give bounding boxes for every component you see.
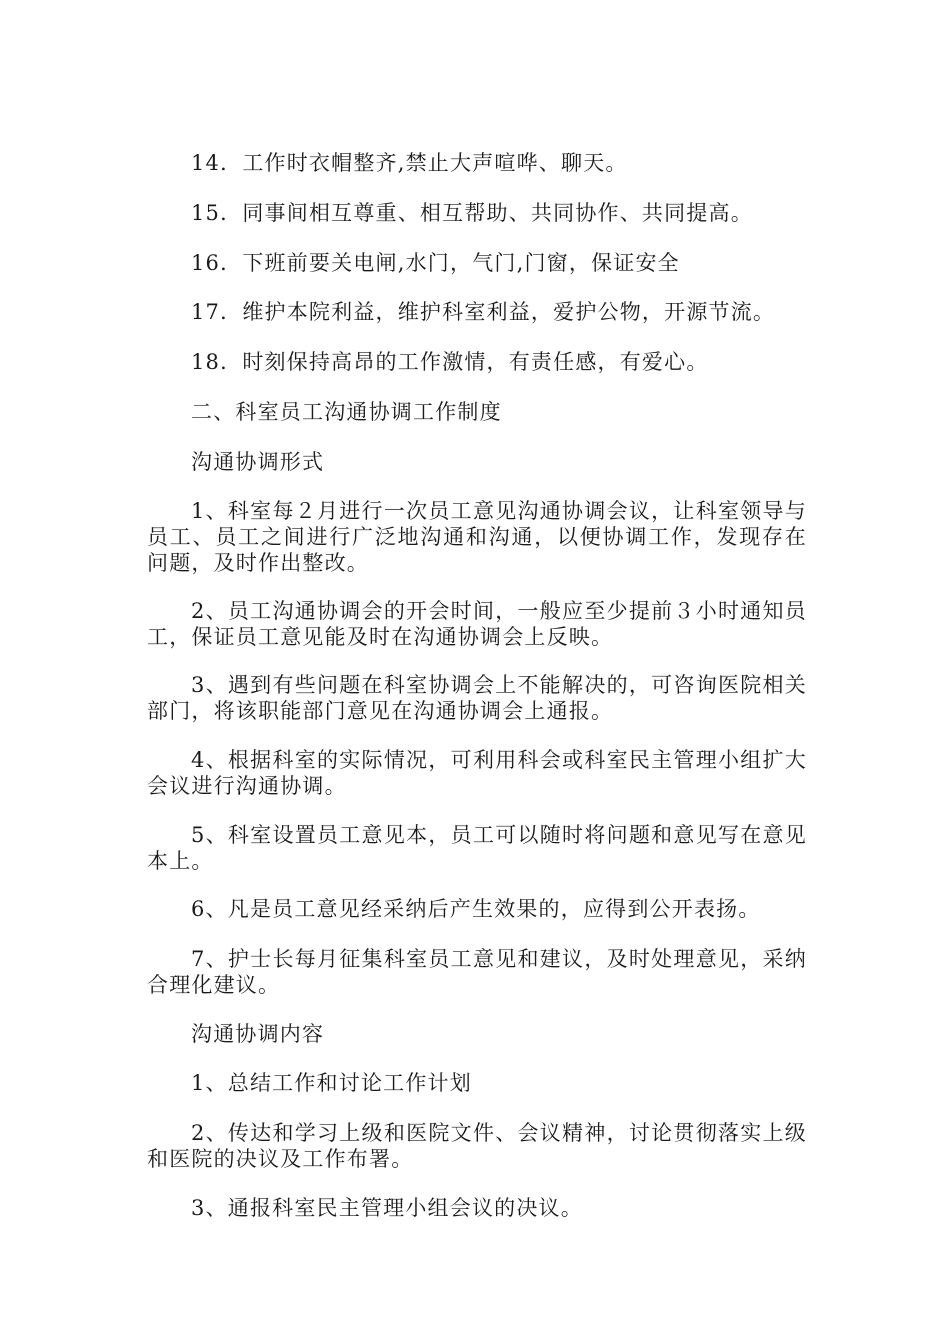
section-heading-communication-system: 二、科室员工沟通协调工作制度 xyxy=(191,400,502,424)
paragraph-form-item-7: 7、护士长每月征集科室员工意见和建议，及时处理意见，采纳合理化建议。 xyxy=(147,947,807,997)
paragraph-form-item-6: 6、凡是员工意见经采纳后产生效果的，应得到公开表扬。 xyxy=(191,897,761,921)
paragraph-rule-16: 16．下班前要关电闸,水门，气门,门窗，保证安全 xyxy=(191,251,680,275)
paragraph-form-item-5: 5、科室设置员工意见本，员工可以随时将问题和意见写在意见本上。 xyxy=(147,823,807,873)
subheading-communication-form: 沟通协调形式 xyxy=(191,450,325,474)
paragraph-rule-18: 18．时刻保持高昂的工作激情，有责任感，有爱心。 xyxy=(191,350,709,374)
paragraph-content-item-1: 1、总结工作和讨论工作计划 xyxy=(191,1071,472,1095)
subheading-communication-content: 沟通协调内容 xyxy=(191,1022,325,1046)
paragraph-form-item-2: 2、员工沟通协调会的开会时间，一般应至少提前３小时通知员工，保证员工意见能及时在沟通协调会上反映。 xyxy=(147,599,807,649)
paragraph-form-item-1: 1、科室每２月进行一次员工意见沟通协调会议，让科室领导与员工、员工之间进行广泛地沟通和沟通，以便协调工作，发现存在问题，及时作出整改。 xyxy=(147,499,807,575)
paragraph-content-item-3: 3、通报科室民主管理小组会议的决议。 xyxy=(191,1196,583,1220)
paragraph-form-item-4: 4、根据科室的实际情况，可利用科会或科室民主管理小组扩大会议进行沟通协调。 xyxy=(147,748,807,798)
paragraph-rule-14: 14．工作时衣帽整齐,禁止大声喧哗、聊天。 xyxy=(191,151,628,175)
paragraph-form-item-3: 3、遇到有些问题在科室协调会上不能解决的，可咨询医院相关部门，将该职能部门意见在沟通协调会上通报。 xyxy=(147,673,807,723)
paragraph-rule-15: 15．同事间相互尊重、相互帮助、共同协作、共同提高。 xyxy=(191,201,753,225)
paragraph-content-item-2: 2、传达和学习上级和医院文件、会议精神，讨论贯彻落实上级和医院的决议及工作布署。 xyxy=(147,1121,807,1171)
paragraph-rule-17: 17．维护本院利益，维护科室利益，爱护公物，开源节流。 xyxy=(191,300,776,324)
